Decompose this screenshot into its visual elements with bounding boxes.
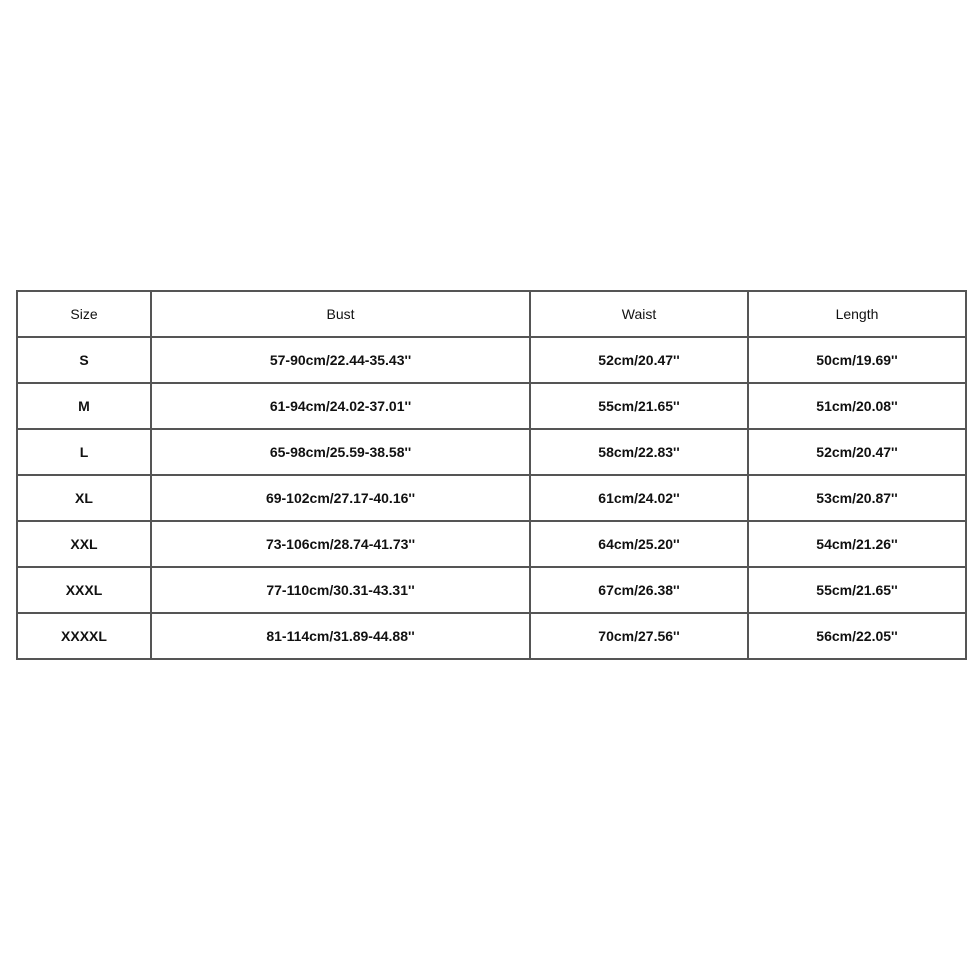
table-row [17, 613, 966, 659]
cell-length: 54cm/21.26'' [748, 521, 966, 567]
cell-waist: 58cm/22.83'' [530, 429, 748, 475]
cell-size: L [17, 429, 151, 475]
cell-waist: 64cm/25.20'' [530, 521, 748, 567]
table-row [17, 521, 966, 567]
header-length: Length [748, 291, 966, 337]
table-body [17, 337, 966, 659]
cell-size: XXXXL [17, 613, 151, 659]
size-chart-table [16, 290, 967, 660]
header-size: Size [17, 291, 151, 337]
cell-waist: 61cm/24.02'' [530, 475, 748, 521]
cell-length: 52cm/20.47'' [748, 429, 966, 475]
header-row [17, 291, 966, 337]
cell-bust: 81-114cm/31.89-44.88'' [151, 613, 530, 659]
cell-size: XXXL [17, 567, 151, 613]
cell-waist: 55cm/21.65'' [530, 383, 748, 429]
cell-bust: 61-94cm/24.02-37.01'' [151, 383, 530, 429]
cell-length: 53cm/20.87'' [748, 475, 966, 521]
cell-waist: 70cm/27.56'' [530, 613, 748, 659]
table-row [17, 567, 966, 613]
cell-bust: 57-90cm/22.44-35.43'' [151, 337, 530, 383]
cell-size: S [17, 337, 151, 383]
table-header [17, 291, 966, 337]
cell-length: 50cm/19.69'' [748, 337, 966, 383]
table-row [17, 337, 966, 383]
table-row [17, 429, 966, 475]
cell-bust: 77-110cm/30.31-43.31'' [151, 567, 530, 613]
header-bust: Bust [151, 291, 530, 337]
cell-waist: 67cm/26.38'' [530, 567, 748, 613]
cell-size: XL [17, 475, 151, 521]
cell-bust: 73-106cm/28.74-41.73'' [151, 521, 530, 567]
cell-length: 51cm/20.08'' [748, 383, 966, 429]
table-row [17, 383, 966, 429]
header-waist: Waist [530, 291, 748, 337]
cell-size: XXL [17, 521, 151, 567]
cell-length: 56cm/22.05'' [748, 613, 966, 659]
cell-length: 55cm/21.65'' [748, 567, 966, 613]
cell-bust: 65-98cm/25.59-38.58'' [151, 429, 530, 475]
cell-waist: 52cm/20.47'' [530, 337, 748, 383]
table-row [17, 475, 966, 521]
cell-size: M [17, 383, 151, 429]
cell-bust: 69-102cm/27.17-40.16'' [151, 475, 530, 521]
